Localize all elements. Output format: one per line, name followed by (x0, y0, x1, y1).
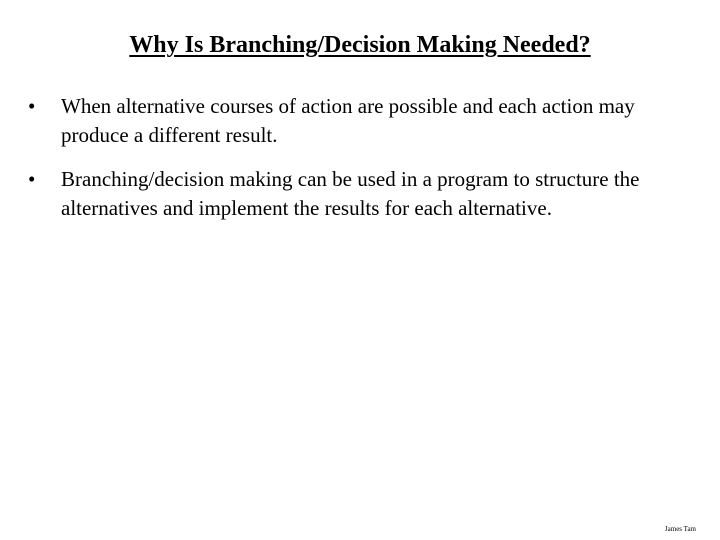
slide-title: Why Is Branching/Decision Making Needed? (129, 32, 591, 58)
bullet-item (28, 92, 688, 150)
bullet-list (28, 92, 688, 238)
author-footer: James Tam (664, 525, 696, 533)
bullet-item (28, 165, 688, 223)
bullet-text: Branching/decision making can be used in a program to structure the alternatives and implement the results for each alternative. (61, 167, 640, 220)
bullet-marker: • (28, 167, 36, 191)
bullet-marker: • (28, 94, 36, 118)
bullet-text: When alternative courses of action are possible and each action may produce a different result. (61, 94, 635, 147)
